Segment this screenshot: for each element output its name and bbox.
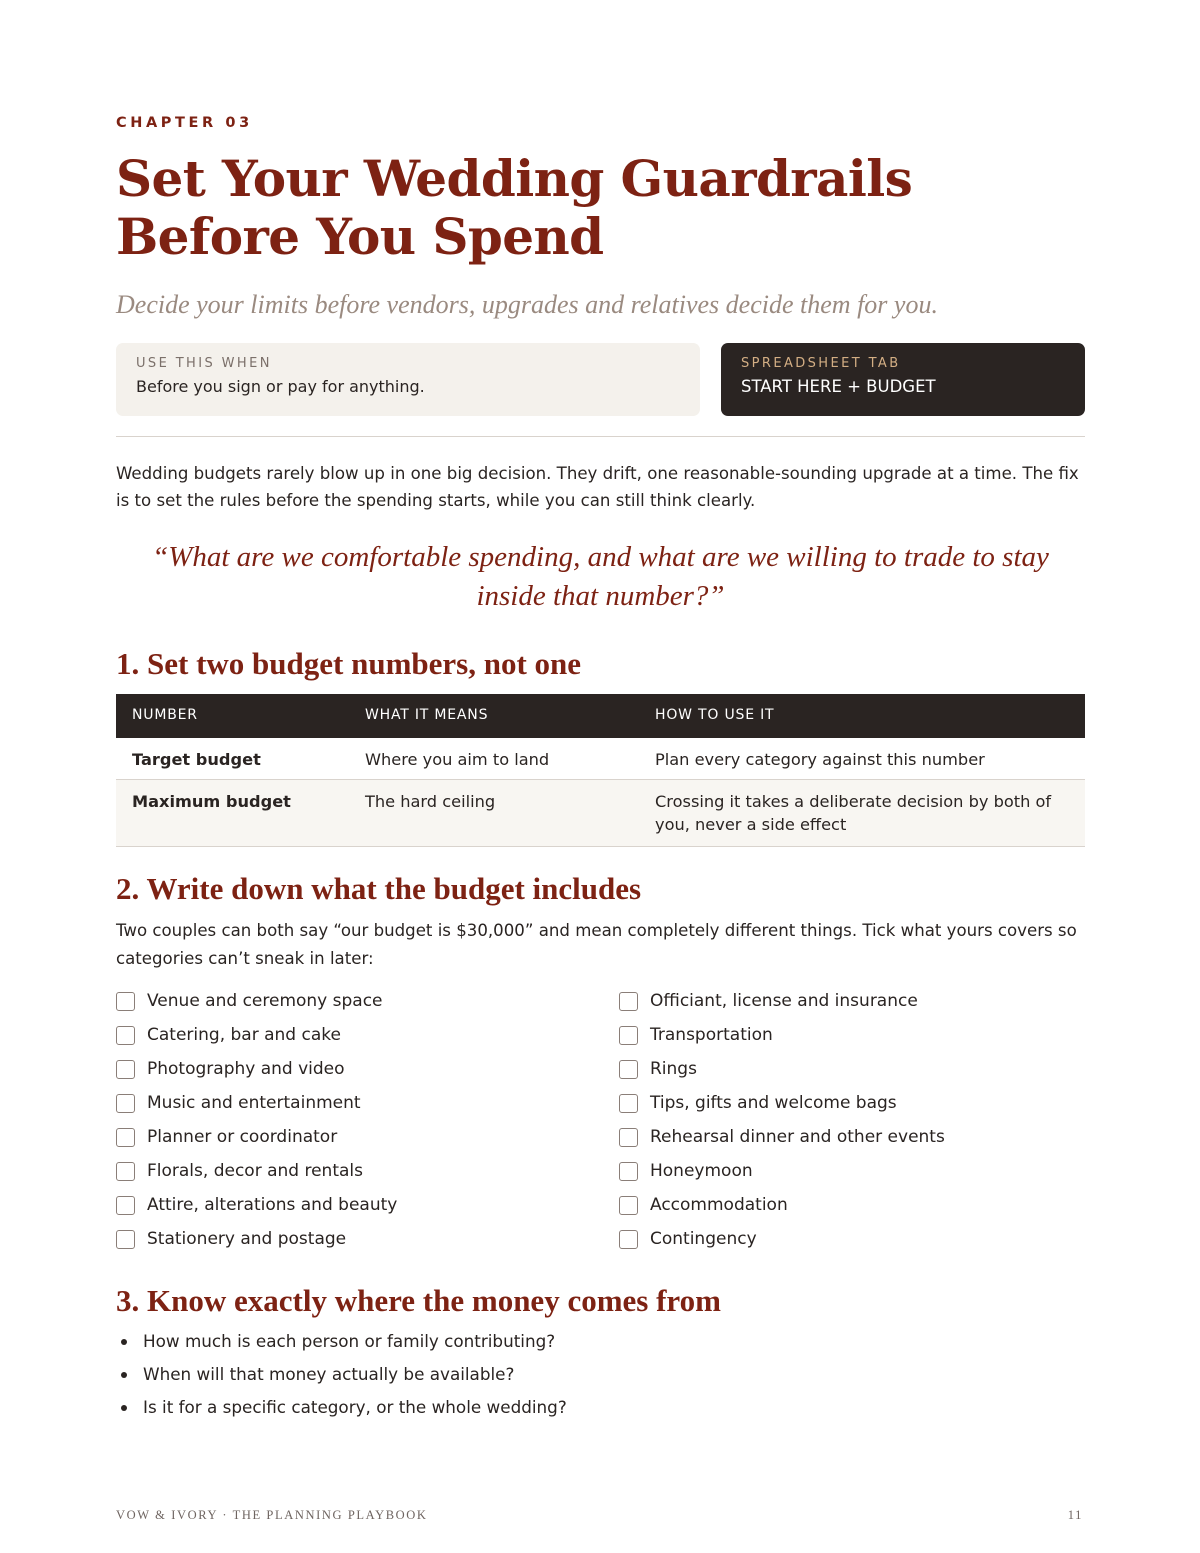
page-title: Set Your Wedding Guardrails Before You Spend (116, 149, 913, 266)
bullet-icon (121, 1372, 127, 1378)
checklist-label: Rehearsal dinner and other events (650, 1127, 945, 1147)
table-cell: Maximum budget (132, 792, 291, 811)
checklist-item[interactable] (116, 1022, 516, 1056)
checklist-label: Photography and video (147, 1059, 345, 1079)
section-3-heading: 3. Know exactly where the money comes from (116, 1283, 721, 1318)
list-item (116, 1328, 1085, 1361)
checklist-item[interactable] (116, 1192, 516, 1226)
checkbox[interactable] (116, 1128, 135, 1147)
checkbox[interactable] (116, 1094, 135, 1113)
checkbox[interactable] (116, 1230, 135, 1249)
checkbox[interactable] (619, 1094, 638, 1113)
spreadsheet-tab-value: START HERE + BUDGET (741, 377, 936, 396)
checklist-column-right (619, 988, 1019, 1260)
budget-numbers-table (116, 694, 1085, 847)
checkbox[interactable] (619, 1060, 638, 1079)
checklist-item[interactable] (116, 1226, 516, 1260)
checklist-item[interactable] (116, 988, 516, 1022)
list-item (116, 1394, 1085, 1427)
section-1-heading: 1. Set two budget numbers, not one (116, 646, 582, 681)
checklist-label: Attire, alterations and beauty (147, 1195, 398, 1215)
spreadsheet-tab-card (721, 343, 1085, 416)
checklist-item[interactable] (619, 1056, 1019, 1090)
list-item-text: Is it for a specific category, or the whole wedding? (143, 1397, 567, 1417)
checklist-label: Contingency (650, 1229, 757, 1249)
table-cell: Plan every category against this number (655, 750, 985, 769)
pull-quote: “What are we comfortable spending, and what are we willing to trade to stay inside that number?” (152, 541, 1049, 612)
checklist-label: Tips, gifts and welcome bags (650, 1093, 897, 1113)
section-2-paragraph: Two couples can both say “our budget is $30,000” and mean completely different things. Tick what yours covers so categories can’t sneak in later: (116, 921, 1077, 968)
page-number: 11 (1067, 1508, 1083, 1522)
checklist-label: Transportation (650, 1025, 773, 1045)
checkbox[interactable] (116, 992, 135, 1011)
table-cell: Target budget (132, 750, 261, 769)
table-cell: The hard ceiling (365, 792, 496, 811)
use-when-card (116, 343, 700, 416)
table-header-cell: HOW TO USE IT (655, 707, 775, 723)
checklist-item[interactable] (619, 1124, 1019, 1158)
checklist-label: Honeymoon (650, 1161, 753, 1181)
checkbox[interactable] (619, 1196, 638, 1215)
table-header (116, 694, 1085, 738)
checklist-item[interactable] (619, 1158, 1019, 1192)
checklist-item[interactable] (116, 1090, 516, 1124)
divider (116, 436, 1085, 437)
chapter-label: CHAPTER 03 (116, 115, 253, 131)
checklist-item[interactable] (619, 1022, 1019, 1056)
bullet-icon (121, 1405, 127, 1411)
bullet-icon (121, 1339, 127, 1345)
page-footer (116, 1508, 1085, 1523)
list-item (116, 1361, 1085, 1394)
footer-title: VOW & IVORY · THE PLANNING PLAYBOOK (116, 1508, 428, 1522)
checklist-item[interactable] (116, 1158, 516, 1192)
list-item-text: When will that money actually be available? (143, 1364, 515, 1384)
intro-paragraph: Wedding budgets rarely blow up in one big decision. They drift, one reasonable-sounding upgrade at a time. The fix is to set the rules before the spending starts, while you can still think clearly. (116, 464, 1079, 510)
checklist-item[interactable] (619, 1090, 1019, 1124)
checklist-item[interactable] (619, 1226, 1019, 1260)
checklist-label: Stationery and postage (147, 1229, 347, 1249)
checklist-item[interactable] (619, 1192, 1019, 1226)
table-row (116, 738, 1085, 780)
table-cell: Crossing it takes a deliberate decision by both of you, never a side effect (655, 792, 1052, 834)
checkbox[interactable] (116, 1060, 135, 1079)
checkbox[interactable] (619, 1128, 638, 1147)
checklist-item[interactable] (116, 1124, 516, 1158)
checkbox[interactable] (116, 1162, 135, 1181)
checkbox[interactable] (619, 1026, 638, 1045)
checklist-label: Accommodation (650, 1195, 788, 1215)
checkbox[interactable] (619, 1162, 638, 1181)
checkbox[interactable] (619, 1230, 638, 1249)
table-row (116, 780, 1085, 847)
page-subtitle: Decide your limits before vendors, upgrades and relatives decide them for you. (116, 290, 938, 319)
checkbox[interactable] (619, 992, 638, 1011)
table-header-cell: WHAT IT MEANS (365, 707, 489, 723)
page (116, 0, 1085, 1553)
checklist-item[interactable] (116, 1056, 516, 1090)
table-cell: Where you aim to land (365, 750, 550, 769)
use-when-value: Before you sign or pay for anything. (136, 377, 425, 396)
checkbox[interactable] (116, 1196, 135, 1215)
checklist-label: Music and entertainment (147, 1093, 361, 1113)
checklist-column-left (116, 988, 516, 1260)
checklist-label: Venue and ceremony space (147, 991, 383, 1011)
use-when-label: USE THIS WHEN (136, 356, 272, 371)
checklist-label: Officiant, license and insurance (650, 991, 918, 1011)
checklist-item[interactable] (619, 988, 1019, 1022)
checklist-label: Catering, bar and cake (147, 1025, 341, 1045)
checklist-label: Florals, decor and rentals (147, 1161, 363, 1181)
spreadsheet-tab-label: SPREADSHEET TAB (741, 356, 901, 371)
money-source-list (116, 1328, 1085, 1427)
table-header-cell: NUMBER (132, 707, 198, 723)
checklist-label: Rings (650, 1059, 697, 1079)
section-2-heading: 2. Write down what the budget includes (116, 871, 642, 906)
list-item-text: How much is each person or family contributing? (143, 1331, 556, 1351)
checklist-label: Planner or coordinator (147, 1127, 338, 1147)
checkbox[interactable] (116, 1026, 135, 1045)
